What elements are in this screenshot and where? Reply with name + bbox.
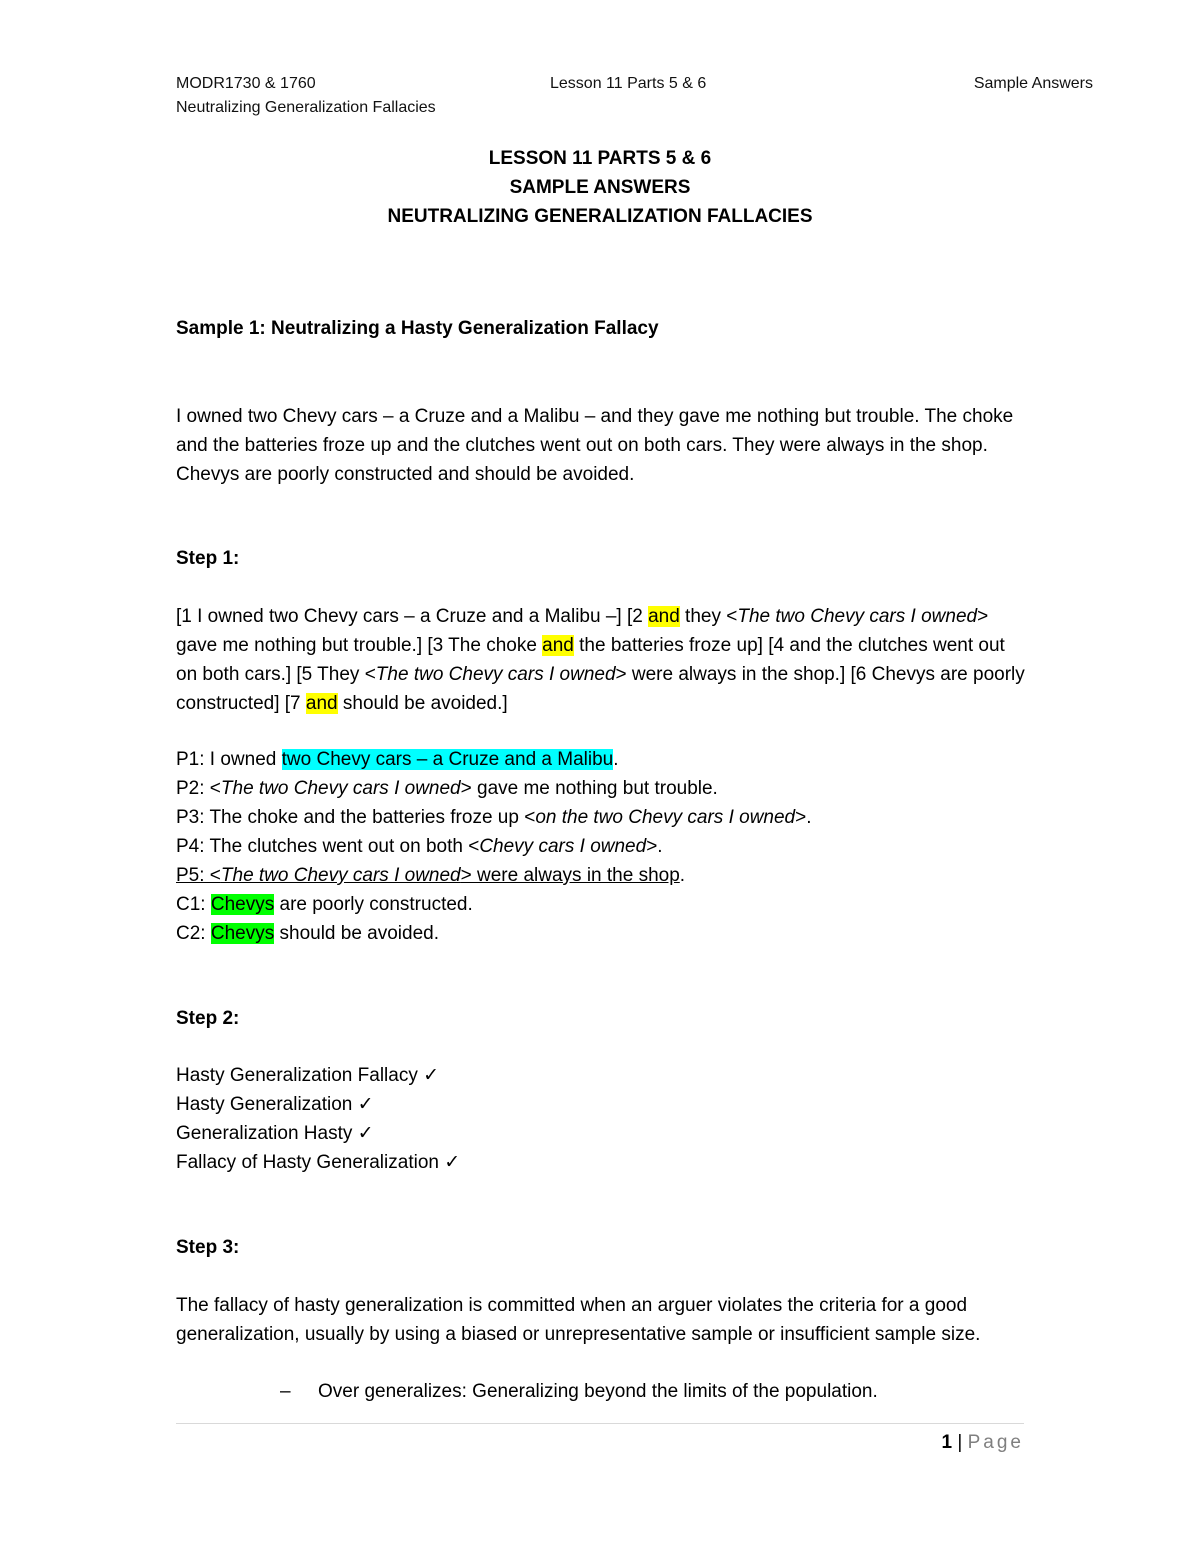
population-highlight: Chevys — [210, 923, 275, 944]
fallacy-name: Hasty Generalization Fallacy ✓ — [176, 1065, 440, 1086]
footer-divider — [176, 1423, 1024, 1424]
step3-heading: Step 3: — [176, 1237, 240, 1258]
indicator-and: and — [542, 635, 574, 656]
header-left — [176, 72, 436, 120]
fallacy-names-list — [176, 1061, 1026, 1177]
conclusion-label: C2: — [176, 923, 211, 944]
footer-separator: | — [952, 1432, 968, 1453]
conclusion-1 — [176, 890, 1026, 919]
premise-end: > gave me nothing but trouble. — [460, 778, 718, 799]
sample1-heading: Sample 1: Neutralizing a Hasty Generalization Fallacy — [176, 318, 659, 339]
premise-label: P4: The clutches went out on both < — [176, 836, 480, 857]
premise-2 — [176, 774, 1026, 803]
population-highlight: Chevys — [210, 894, 275, 915]
conclusion-2 — [176, 919, 1026, 948]
step2-heading: Step 2: — [176, 1008, 240, 1029]
premise-4 — [176, 832, 1026, 861]
fallacy-name: Hasty Generalization ✓ — [176, 1094, 374, 1115]
page-label: Page — [967, 1432, 1024, 1453]
implicit-reference: The two Chevy cars I owned — [220, 865, 461, 886]
document-title — [0, 144, 1200, 231]
premise-end: >. — [646, 836, 663, 857]
premise-5 — [176, 861, 1026, 890]
header-topic: Neutralizing Generalization Fallacies — [176, 99, 436, 116]
bullet-item — [280, 1377, 878, 1406]
fallacy-name: Fallacy of Hasty Generalization ✓ — [176, 1152, 461, 1173]
header-doc-type: Sample Answers — [973, 75, 1093, 92]
step1-heading: Step 1: — [176, 548, 240, 569]
title-line-2: SAMPLE ANSWERS — [509, 177, 691, 198]
fallacy-name: Generalization Hasty ✓ — [176, 1123, 374, 1144]
page-footer — [942, 1428, 1024, 1457]
indicator-and: and — [648, 606, 680, 627]
conclusion-label: C1: — [176, 894, 211, 915]
tagged-seg: > were always in the shop.] [6 Chevys are poorly constructed] [7 — [176, 664, 1025, 714]
conclusion-end: are poorly constructed. — [274, 894, 473, 915]
sample-highlight: two Chevy cars – a Cruze and a Malibu — [281, 749, 614, 770]
page-number: 1 — [941, 1432, 953, 1453]
tagged-seg: [1 I owned two Chevy cars – a Cruze and a Malibu –] [2 — [176, 606, 649, 627]
bullet-text: Over generalizes: Generalizing beyond the limits of the population. — [318, 1381, 878, 1402]
premise-period: . — [679, 865, 686, 886]
conclusion-end: should be avoided. — [274, 923, 440, 944]
premise-3 — [176, 803, 1026, 832]
header-lesson: Lesson 11 Parts 5 & 6 — [550, 75, 707, 92]
premise-end: . — [613, 749, 619, 770]
implicit-reference: The two Chevy cars I owned — [220, 778, 461, 799]
tagged-seg: should be avoided.] — [337, 693, 508, 714]
implicit-reference: The two Chevy cars I owned — [375, 664, 616, 685]
premise-label: P1: I owned — [176, 749, 282, 770]
header-course: MODR1730 & 1760 — [176, 75, 316, 92]
bullet-dash: – — [280, 1381, 291, 1402]
premise-label: P2: < — [176, 778, 221, 799]
tagged-seg: > gave me nothing but trouble.] [3 The choke — [176, 606, 989, 656]
tagged-passage — [176, 602, 1026, 718]
implicit-reference: Chevy cars I owned — [479, 836, 647, 857]
premise-end: >. — [795, 807, 812, 828]
implicit-reference: on the two Chevy cars I owned — [535, 807, 796, 828]
tagged-seg: they < — [679, 606, 738, 627]
standard-form — [176, 745, 1026, 948]
title-line-3: NEUTRALIZING GENERALIZATION FALLACIES — [387, 206, 813, 227]
premise-label: P3: The choke and the batteries froze up < — [176, 807, 536, 828]
implicit-reference: The two Chevy cars I owned — [737, 606, 978, 627]
title-line-1: LESSON 11 PARTS 5 & 6 — [488, 148, 712, 169]
premise-end: > were always in the shop — [460, 865, 680, 886]
fallacy-definition: The fallacy of hasty generalization is committed when an arguer violates the criteria for a good generalization, usually by using a biased or unrepresentative sample or insufficient sample size. — [176, 1295, 981, 1345]
argument-passage: I owned two Chevy cars – a Cruze and a Malibu – and they gave me nothing but trouble. The choke and the batteries froze up and the clutches went out on both cars. They were always in the shop. Chevys are poorly constructed and should be avoided. — [176, 406, 1014, 485]
indicator-and: and — [305, 693, 338, 714]
premise-1 — [176, 745, 1026, 774]
premise-label: P5: < — [176, 865, 221, 886]
tagged-seg: the batteries froze up] [4 and the clutches went out on both cars.] [5 They < — [176, 635, 1005, 685]
